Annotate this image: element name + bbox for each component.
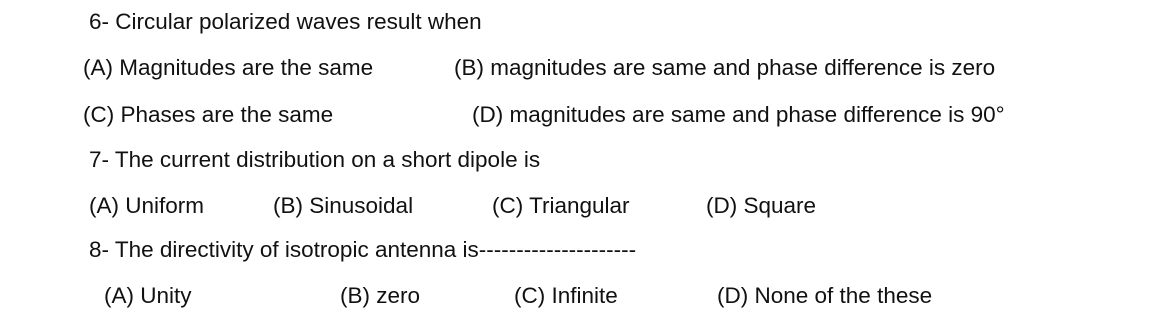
question-8-option-b: (B) zero [340, 283, 421, 308]
question-6-option-a: (A) Magnitudes are the same [83, 55, 374, 80]
question-6-option-d: (D) magnitudes are same and phase difference is 90° [472, 102, 1005, 127]
question-6-option-c: (C) Phases are the same [83, 102, 334, 127]
question-7-option-a: (A) Uniform [89, 193, 205, 218]
question-8-stem: 8- The directivity of isotropic antenna is--------------------- [89, 237, 637, 262]
question-7-option-c: (C) Triangular [492, 193, 630, 218]
question-8-option-c: (C) Infinite [514, 283, 618, 308]
question-8-option-a: (A) Unity [104, 283, 192, 308]
question-7-option-d: (D) Square [706, 193, 817, 218]
question-7-option-b: (B) Sinusoidal [273, 193, 414, 218]
question-8-option-d: (D) None of the these [717, 283, 933, 308]
question-7-stem: 7- The current distribution on a short dipole is [89, 147, 541, 172]
question-6-stem: 6- Circular polarized waves result when [89, 9, 482, 34]
question-6-option-b: (B) magnitudes are same and phase difference is zero [454, 55, 996, 80]
